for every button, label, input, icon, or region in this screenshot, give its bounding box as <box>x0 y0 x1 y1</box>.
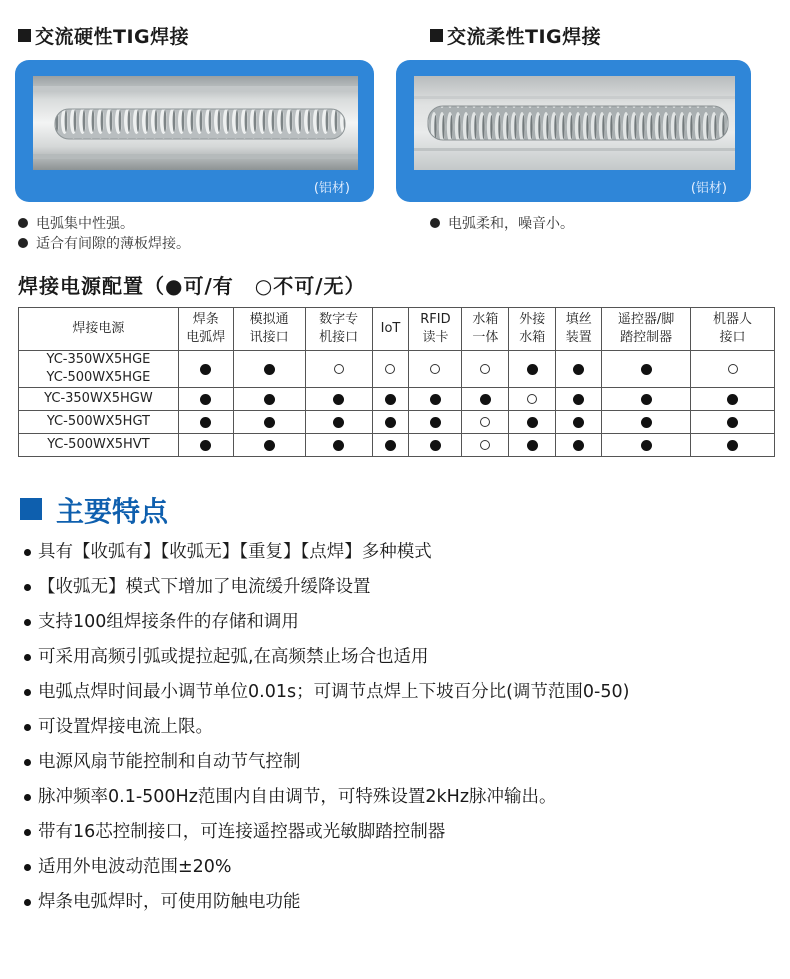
model-name: YC-350WX5HGE <box>46 352 151 367</box>
availability-cell <box>409 411 462 434</box>
features-list <box>24 540 774 925</box>
model-name: YC-500WX5HGE <box>46 370 151 385</box>
feature-item: 可设置焊接电流上限。 <box>24 715 774 739</box>
model-name: YC-500WX5HVT <box>47 437 150 452</box>
availability-cell <box>305 434 372 457</box>
feature-item: 可采用高频引弧或提拉起弧,在高频禁止场合也适用 <box>24 645 774 669</box>
availability-cell <box>372 434 409 457</box>
filled-circle-icon <box>573 394 584 405</box>
left-panel-title: 交流硬性TIG焊接 <box>18 22 189 49</box>
availability-cell <box>178 411 233 434</box>
config-header-line: 装置 <box>565 330 592 345</box>
filled-circle-icon <box>430 440 441 451</box>
config-header-cell <box>556 308 602 351</box>
availability-cell <box>462 434 509 457</box>
feature-item: 支持100组焊接条件的存储和调用 <box>24 610 774 634</box>
weld-bead-image <box>33 76 358 170</box>
availability-cell <box>233 388 305 411</box>
filled-circle-icon <box>264 394 275 405</box>
config-header-cell <box>462 308 509 351</box>
empty-circle-icon <box>527 394 537 404</box>
right-panel-title: 交流柔性TIG焊接 <box>430 22 601 49</box>
availability-cell <box>509 411 556 434</box>
config-header-line: 数字专 <box>319 312 359 327</box>
filled-circle-icon <box>333 417 344 428</box>
filled-circle-icon <box>641 440 652 451</box>
filled-circle-icon <box>200 440 211 451</box>
availability-cell <box>602 388 691 411</box>
config-header-cell <box>409 308 462 351</box>
feature-item: 带有16芯控制接口，可连接遥控器或光敏脚踏控制器 <box>24 820 774 844</box>
config-header-line: 踏控制器 <box>620 330 673 345</box>
feature-item: 适用外电波动范围±20% <box>24 855 774 879</box>
empty-circle-icon <box>728 364 738 374</box>
feature-item: 电源风扇节能控制和自动节气控制 <box>24 750 774 774</box>
availability-cell <box>602 351 691 388</box>
photo-material-label: (铝材) <box>313 181 350 196</box>
availability-cell <box>409 434 462 457</box>
empty-circle-icon <box>480 440 490 450</box>
table-row <box>19 388 775 411</box>
availability-cell <box>556 434 602 457</box>
empty-circle-icon <box>480 364 490 374</box>
config-title: 焊接电源配置（●可/有 ○不可/无） <box>18 274 366 298</box>
config-header-line: 机器人 <box>713 312 753 327</box>
availability-cell <box>233 434 305 457</box>
availability-cell <box>509 351 556 388</box>
filled-circle-icon <box>385 394 396 405</box>
config-header-line: RFID <box>420 312 451 327</box>
feature-item: 【收弧无】模式下增加了电流缓升缓降设置 <box>24 575 774 599</box>
empty-circle-icon <box>480 417 490 427</box>
availability-cell <box>178 388 233 411</box>
filled-circle-icon <box>527 440 538 451</box>
left-bullet-1: 电弧集中性强。 <box>18 214 134 234</box>
config-header-cell <box>233 308 305 351</box>
config-header-line: 模拟通 <box>249 312 289 327</box>
filled-circle-icon <box>480 394 491 405</box>
filled-circle-icon <box>727 394 738 405</box>
availability-cell <box>462 388 509 411</box>
config-header-cell <box>305 308 372 351</box>
bullet-dot-icon <box>18 238 28 248</box>
feature-item: 电弧点焊时间最小调节单位0.01s；可调节点焊上下坡百分比(调节范围0-50) <box>24 680 774 704</box>
bullet-dot-icon <box>430 218 440 228</box>
filled-circle-icon <box>200 364 211 375</box>
heading-block-icon <box>20 498 42 520</box>
config-header-line: 遥控器/脚 <box>617 312 675 327</box>
model-cell <box>19 411 179 434</box>
filled-circle-icon <box>527 364 538 375</box>
filled-circle-icon <box>641 364 652 375</box>
filled-circle-icon <box>264 364 275 375</box>
availability-cell <box>691 411 775 434</box>
availability-cell <box>509 434 556 457</box>
empty-circle-icon <box>385 364 395 374</box>
config-header-line: 外接 <box>519 312 546 327</box>
filled-circle-icon <box>430 394 441 405</box>
config-header-line: 读卡 <box>422 330 449 345</box>
config-header-cell <box>19 308 179 351</box>
table-row <box>19 351 775 388</box>
filled-circle-icon <box>573 440 584 451</box>
availability-cell <box>372 351 409 388</box>
empty-circle-icon <box>334 364 344 374</box>
filled-circle-icon <box>385 417 396 428</box>
features-heading-text: 主要特点 <box>56 495 169 528</box>
config-header-line: 焊条 <box>192 312 219 327</box>
filled-circle-icon <box>333 394 344 405</box>
bullet-dot-icon <box>18 218 28 228</box>
feature-item: 具有【收弧有】【收弧无】【重复】【点焊】多种模式 <box>24 540 774 564</box>
table-row <box>19 411 775 434</box>
table-row <box>19 434 775 457</box>
filled-circle-icon <box>200 394 211 405</box>
filled-circle-icon <box>264 440 275 451</box>
right-weld-photo <box>396 60 751 202</box>
availability-cell <box>602 434 691 457</box>
availability-cell <box>233 411 305 434</box>
availability-cell <box>556 411 602 434</box>
config-table <box>18 307 775 457</box>
availability-cell <box>372 411 409 434</box>
filled-circle-icon <box>573 364 584 375</box>
square-bullet-icon <box>430 29 443 42</box>
photo-material-label: (铝材) <box>690 181 727 196</box>
availability-cell <box>305 411 372 434</box>
feature-item: 焊条电弧焊时，可使用防触电功能 <box>24 890 774 914</box>
empty-circle-icon <box>430 364 440 374</box>
availability-cell <box>178 434 233 457</box>
availability-cell <box>178 351 233 388</box>
model-cell <box>19 351 179 388</box>
config-header-line: 填丝 <box>565 312 592 327</box>
availability-cell <box>233 351 305 388</box>
config-header-cell <box>691 308 775 351</box>
config-header-line: 讯接口 <box>249 330 289 345</box>
model-name: YC-500WX5HGT <box>46 414 150 429</box>
right-bullet-1: 电弧柔和，噪音小。 <box>430 214 574 234</box>
config-header-line: 焊接电源 <box>72 321 125 336</box>
filled-circle-icon <box>641 394 652 405</box>
left-bullet-2: 适合有间隙的薄板焊接。 <box>18 234 190 254</box>
filled-circle-icon <box>727 417 738 428</box>
config-header-row <box>19 308 775 351</box>
config-header-line: 电弧焊 <box>186 330 226 345</box>
availability-cell <box>409 351 462 388</box>
weld-bead-image <box>414 76 735 170</box>
filled-circle-icon <box>333 440 344 451</box>
filled-circle-icon <box>430 417 441 428</box>
availability-cell <box>691 434 775 457</box>
availability-cell <box>556 351 602 388</box>
availability-cell <box>462 411 509 434</box>
model-cell <box>19 388 179 411</box>
filled-circle-icon <box>727 440 738 451</box>
feature-item: 脉冲频率0.1-500Hz范围内自由调节，可特殊设置2kHz脉冲输出。 <box>24 785 774 809</box>
filled-circle-icon <box>641 417 652 428</box>
config-header-cell <box>372 308 409 351</box>
availability-cell <box>372 388 409 411</box>
availability-cell <box>509 388 556 411</box>
model-name: YC-350WX5HGW <box>44 391 153 406</box>
availability-cell <box>556 388 602 411</box>
filled-circle-icon <box>385 440 396 451</box>
availability-cell <box>602 411 691 434</box>
availability-cell <box>691 388 775 411</box>
config-header-cell <box>178 308 233 351</box>
config-header-line: 一体 <box>472 330 499 345</box>
config-header-line: 接口 <box>719 330 746 345</box>
availability-cell <box>305 388 372 411</box>
availability-cell <box>691 351 775 388</box>
filled-circle-icon <box>200 417 211 428</box>
availability-cell <box>462 351 509 388</box>
config-header-line: 水箱 <box>519 330 546 345</box>
filled-circle-icon <box>573 417 584 428</box>
left-weld-photo <box>15 60 374 202</box>
model-cell <box>19 434 179 457</box>
availability-cell <box>409 388 462 411</box>
config-header-cell <box>509 308 556 351</box>
filled-circle-icon <box>527 417 538 428</box>
availability-cell <box>305 351 372 388</box>
config-header-line: 水箱 <box>472 312 499 327</box>
square-bullet-icon <box>18 29 31 42</box>
config-header-line: IoT <box>380 321 401 336</box>
config-header-line: 机接口 <box>319 330 359 345</box>
filled-circle-icon <box>264 417 275 428</box>
config-header-cell <box>602 308 691 351</box>
